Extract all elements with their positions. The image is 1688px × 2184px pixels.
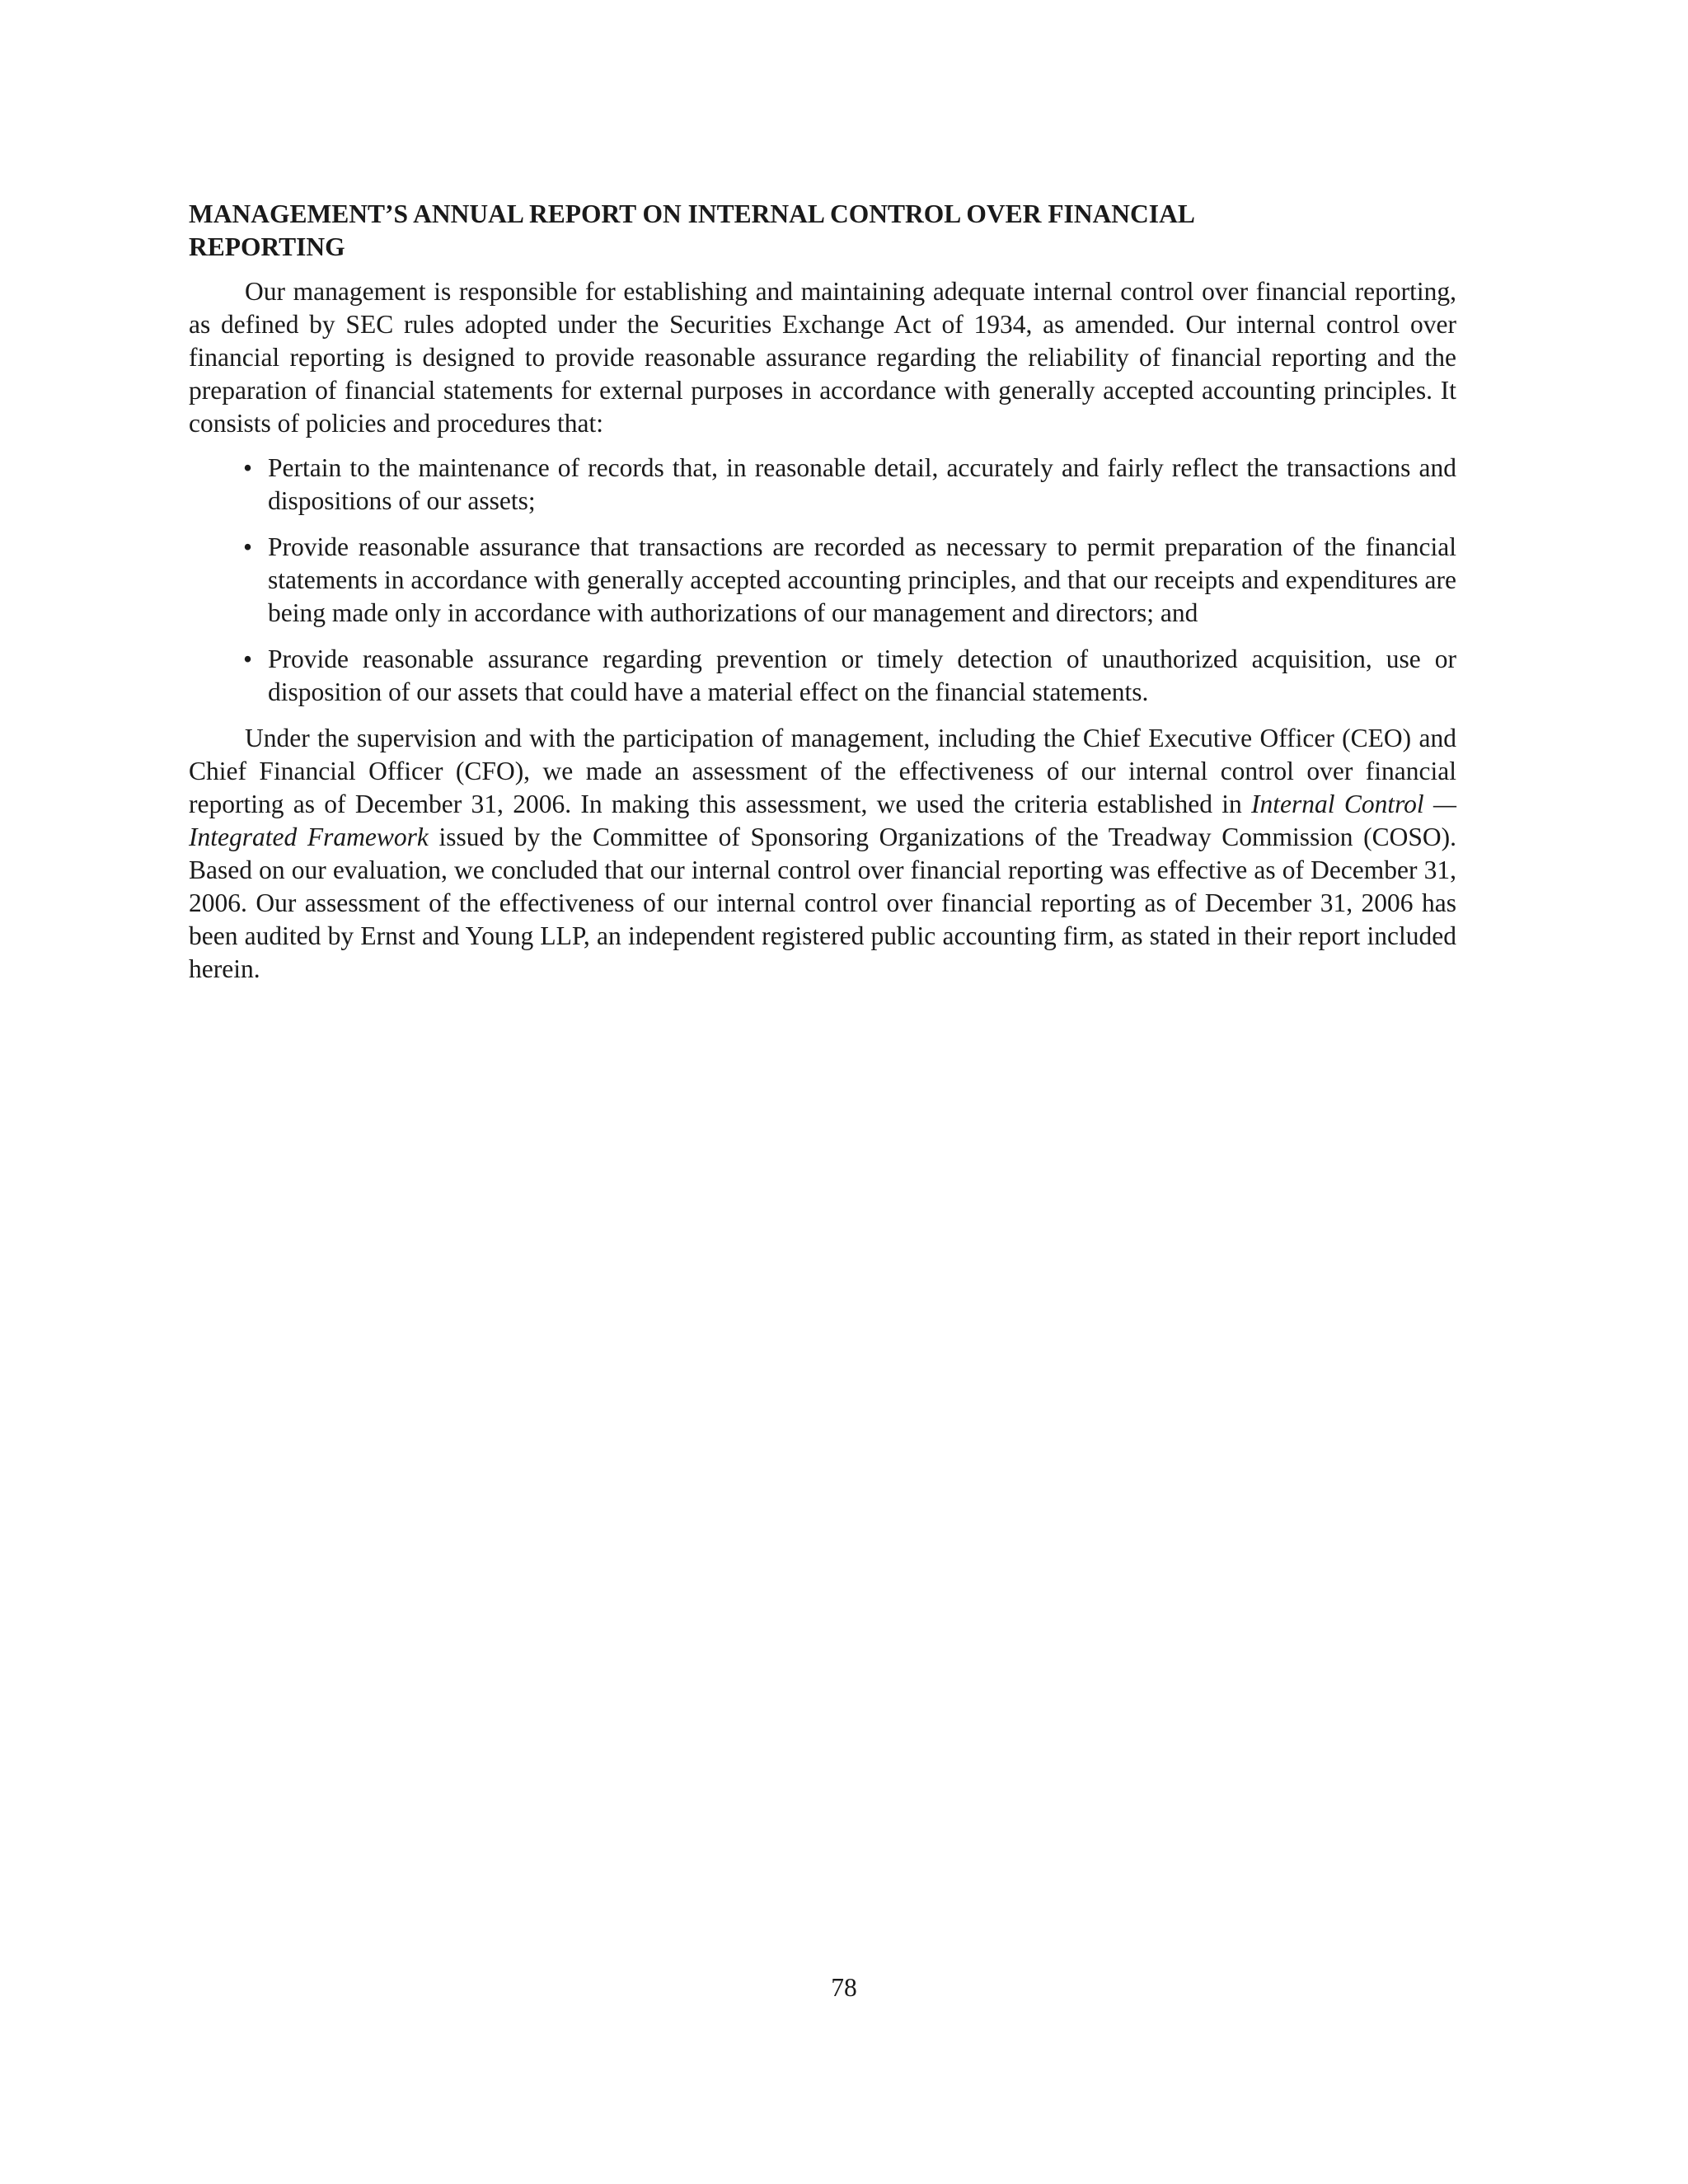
page-number: 78 bbox=[831, 1973, 857, 2002]
list-item-text: Pertain to the maintenance of records that, in reasonable detail, accurately and fairly reflect the transactions and dispositions of our assets; bbox=[268, 453, 1456, 515]
list-item bbox=[189, 531, 1456, 630]
list-item bbox=[189, 452, 1456, 518]
assessment-text-part1: Under the supervision and with the participation of management, including the Chief Executive Officer (CEO) and Chief Financial Officer (CFO), we made an assessment of the effectiveness of our internal control over financial reporting as of December 31, 2006. In making this assessment, we used the criteria established in bbox=[189, 724, 1456, 818]
framework-title: Internal Control — Integrated Framework bbox=[189, 790, 1456, 851]
bullet-glyph: • bbox=[243, 644, 253, 673]
list-item bbox=[189, 643, 1456, 709]
intro-paragraph: Our management is responsible for establishing and maintaining adequate internal control over financial reporting, as defined by SEC rules adopted under the Securities Exchange Act of 1934, as amended. Our internal control over financial reporting is designed to provide reasonable assurance regarding the reliability of financial reporting and the preparation of financial statements for external purposes in accordance with generally accepted accounting principles. It consists of policies and procedures that: bbox=[189, 277, 1456, 438]
document-page bbox=[189, 198, 1456, 997]
list-item-text: Provide reasonable assurance that transactions are recorded as necessary to permit preparation of the financial statements in accordance with generally accepted accounting principles, and that our receipts and expenditures are being made only in accordance with authorizations of our management and directors; and bbox=[268, 532, 1456, 627]
bullet-glyph: • bbox=[243, 532, 253, 561]
list-item-text: Provide reasonable assurance regarding prevention or timely detection of unauthorized acquisition, use or disposition of our assets that could have a material effect on the financial statements. bbox=[268, 644, 1456, 706]
assessment-paragraph bbox=[189, 722, 1456, 986]
procedures-list bbox=[189, 452, 1456, 709]
bullet-glyph: • bbox=[243, 453, 253, 482]
report-heading: MANAGEMENT’S ANNUAL REPORT ON INTERNAL CONTROL OVER FINANCIAL REPORTING bbox=[189, 199, 1194, 261]
assessment-text-part2: issued by the Committee of Sponsoring Organizations of the Treadway Commission (COSO). Based on our evaluation, we concluded that our internal control over financial reporting was effective as of December 31, 2006. Our assessment of the effectiveness of our internal control over financial reporting as of December 31, 2006 has been audited by Ernst and Young LLP, an independent registered public accounting firm, as stated in their report included herein. bbox=[189, 823, 1457, 983]
